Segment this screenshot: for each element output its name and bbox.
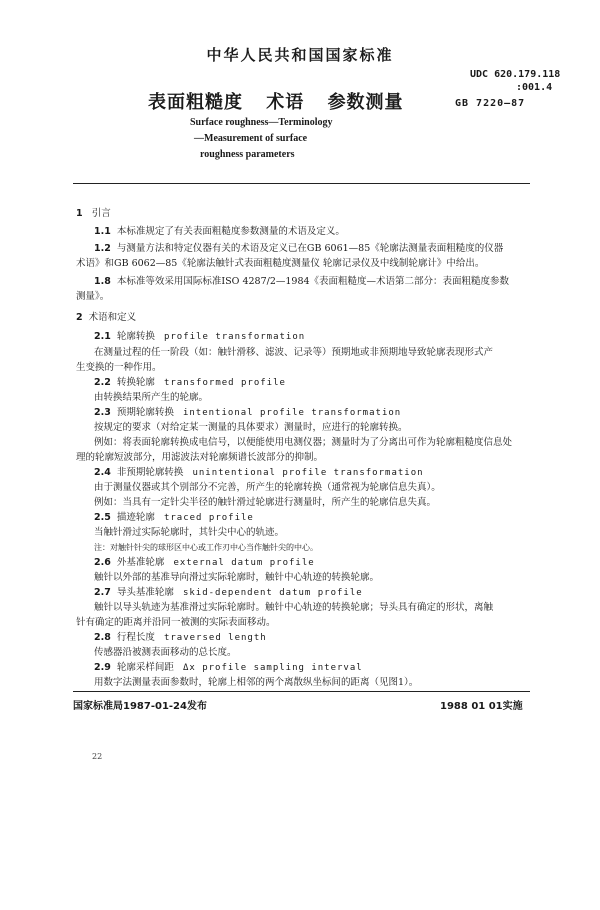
term-2-6-en: external datum profile: [173, 558, 315, 568]
term-2-7-def-2: 针有确定的距离并沿同一被测的实际表面移动。: [76, 617, 276, 628]
term-2-4: [94, 466, 424, 480]
title-english: [190, 115, 333, 163]
term-2-9-def-1: 用数字法测量表面参数时，轮廓上相邻的两个离散纵坐标间的距离（见图1）。: [94, 677, 419, 688]
clause-1-1-number: 1.1: [94, 226, 111, 237]
clause-1-1-text: 本标准规定了有关表面粗糙度参数测量的术语及定义。: [116, 226, 345, 237]
term-2-3-def-1: 按规定的要求（对给定某一测量的具体要求）测量时，应进行的轮廓转换。: [94, 422, 408, 433]
title-part-3: 参数测量: [327, 92, 404, 113]
term-2-3-number: 2.3: [94, 407, 111, 418]
term-2-5-note: 注：对触针针尖的球形区中心或工作刃中心当作触针尖的中心。: [94, 543, 318, 552]
clause-1-3-number: 1.8: [94, 276, 111, 287]
term-2-6-def-1: 触针以外部的基准导向滑过实际轮廓时，触针中心轨迹的转换轮廓。: [94, 572, 380, 583]
term-2-1-en: profile transformation: [163, 332, 306, 342]
term-2-9-cn: 轮廓采样间距: [116, 662, 174, 673]
page-number: 22: [92, 752, 103, 761]
term-2-8: [94, 631, 267, 645]
effective-date: 1988 01 01实施: [440, 701, 523, 712]
clause-1-3-cont: 测量》。: [76, 291, 110, 302]
clause-1-2-text-1: 与测量方法和特定仪器有关的术语及定义已在GB 6061—85《轮廓法测量表面粗糙度的仪器: [116, 243, 504, 254]
term-2-5-def-1: 当触针滑过实际轮廓时，其针尖中心的轨迹。: [94, 527, 285, 538]
gb-number: GB 7220—87: [455, 98, 526, 109]
clause-1-1: [94, 225, 345, 238]
section-1-number: 1: [76, 208, 83, 219]
section-2-title: 术语和定义: [88, 312, 137, 323]
clause-1-2: [94, 242, 503, 255]
term-2-4-en: unintentional profile transformation: [192, 468, 424, 478]
clause-1-2-cont: 术语》和GB 6062—85《轮廓法触针式表面粗糙度测量仪 轮廓记录仪及中线制轮廓计》中给出。: [76, 258, 485, 269]
term-2-2: [94, 376, 286, 390]
title-en-line-2: —Measurement of surface: [194, 133, 308, 144]
section-2-number: 2: [76, 312, 83, 323]
clause-1-3-text-1: 本标准等效采用国际标准ISO 4287/2—1984《表面粗糙度—术语第二部分：表面粗糙度参数: [116, 276, 510, 287]
term-2-8-number: 2.8: [94, 632, 111, 643]
clause-1-2-number: 1.2: [94, 243, 111, 254]
term-2-6: [94, 556, 315, 570]
term-2-2-cn: 转换轮廓: [116, 377, 155, 388]
term-2-9-number: 2.9: [94, 662, 111, 673]
term-2-2-def-1: 由转换结果所产生的轮廓。: [94, 392, 209, 403]
term-2-4-def-1: 由于测量仪器或其个别部分不完善，所产生的轮廓转换（通常视为轮廓信息失真）。: [94, 482, 441, 493]
term-2-7-def-1: 触针以导头轨迹为基准滑过实际轮廓时。触针中心轨迹的转换轮廓；导头具有确定的形状，离触: [94, 602, 494, 613]
term-2-3-def-2: 例如：将表面轮廓转换成电信号，以便能使用电测仪器；测量时为了分离出可作为轮廓粗糙度信息处: [94, 437, 513, 448]
title-en-line-1: Surface roughness—Terminology: [190, 117, 333, 128]
title-en-line-3: roughness parameters: [200, 149, 295, 160]
clause-1-3: [94, 275, 509, 288]
term-2-2-number: 2.2: [94, 377, 111, 388]
term-2-3: [94, 406, 401, 420]
title-chinese: [148, 88, 420, 114]
term-2-4-cn: 非预期轮廓转换: [116, 467, 184, 478]
term-2-4-number: 2.4: [94, 467, 111, 478]
term-2-5-number: 2.5: [94, 512, 111, 523]
term-2-5-cn: 描迹轮廓: [116, 512, 155, 523]
term-2-7-cn: 导头基准轮廓: [116, 587, 174, 598]
term-2-4-def-2: 例如：当具有一定针尖半径的触针滑过轮廓进行测量时，所产生的轮廓信息失真。: [94, 497, 437, 508]
term-2-5: [94, 511, 254, 525]
bottom-rule: [73, 691, 530, 692]
term-2-2-en: transformed profile: [163, 378, 286, 388]
section-1-heading: [76, 207, 111, 220]
term-2-7-number: 2.7: [94, 587, 111, 598]
term-2-5-en: traced profile: [163, 513, 254, 523]
udc-line-2: :001.4: [516, 82, 553, 93]
term-2-1-def-1: 在测量过程的任一阶段（如：触针滑移、滤波、记录等）预期地或非预期地导致轮廓表现形式产: [94, 347, 494, 358]
term-2-1: [94, 330, 305, 344]
title-part-2: 术语: [266, 92, 305, 113]
term-2-1-def-2: 生变换的一种作用。: [76, 362, 162, 373]
top-rule: [73, 183, 530, 184]
term-2-3-en: intentional profile transformation: [182, 408, 402, 418]
section-2-heading: [76, 311, 136, 324]
term-2-8-en: traversed length: [163, 633, 267, 643]
term-2-9-en: Δx profile sampling interval: [182, 663, 363, 673]
term-2-8-def-1: 传感器沿被测表面移动的总长度。: [94, 647, 237, 658]
standard-heading: 中华人民共和国国家标准: [206, 46, 394, 64]
term-2-7: [94, 586, 363, 600]
title-part-1: 表面粗糙度: [148, 92, 243, 113]
section-1-title: 引言: [91, 208, 111, 219]
term-2-8-cn: 行程长度: [116, 632, 155, 643]
issue-date: 国家标准局1987-01-24发布: [73, 701, 207, 712]
term-2-3-def-3: 理的轮廓短波部分，用滤波法对轮廓频谱长波部分的抑制。: [76, 452, 324, 463]
term-2-7-en: skid-dependent datum profile: [182, 588, 363, 598]
term-2-6-number: 2.6: [94, 557, 111, 568]
term-2-1-number: 2.1: [94, 331, 111, 342]
term-2-6-cn: 外基准轮廓: [116, 557, 165, 568]
udc-code: [470, 68, 560, 94]
term-2-1-cn: 轮廓转换: [116, 331, 155, 342]
term-2-3-cn: 预期轮廓转换: [116, 407, 174, 418]
udc-line-1: UDC 620.179.118: [470, 69, 561, 80]
term-2-9: [94, 661, 363, 675]
